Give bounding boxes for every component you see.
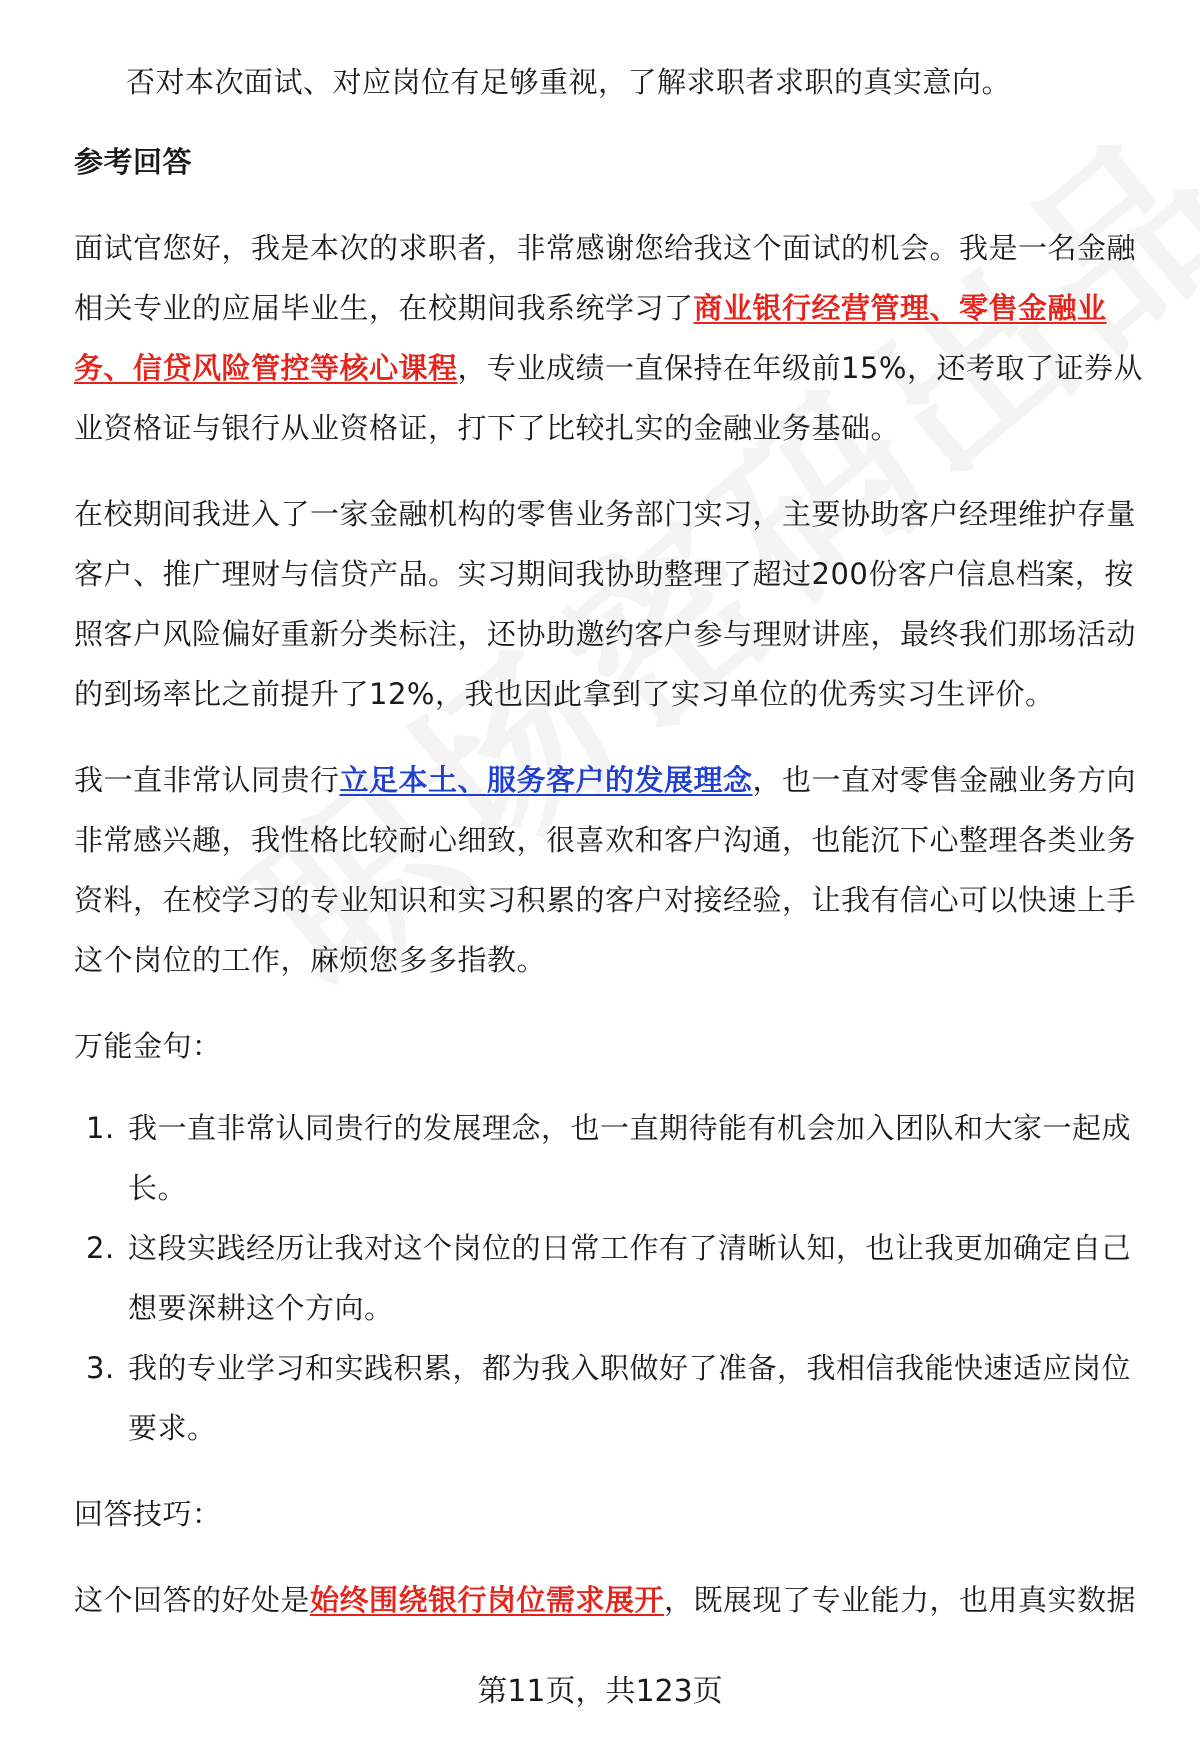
answer-paragraph-1 [74,218,1148,458]
answer-paragraph-2: 在校期间我进入了一家金融机构的零售业务部门实习，主要协助客户经理维护存量客户、推广理财与信贷产品。实习期间我协助整理了超过200份客户信息档案，按照客户风险偏好重新分类标注，还协助邀约客户参与理财讲座，最终我们那场活动的到场率比之前提升了12%，我也因此拿到了实习单位的优秀实习生评价。 [74,497,1137,711]
page-footer: 第11页，共123页 [477,1674,723,1709]
list-item [74,1098,1148,1218]
list-text: 我的专业学习和实践积累，都为我入职做好了准备，我相信我能快速适应岗位要求。 [128,1351,1132,1445]
highlight-focus: 始终围绕银行岗位需求展开 [310,1583,665,1617]
highlight-courses: 商业银行经营管理、零售金融业务、信贷风险管控等核心课程 [74,291,1107,385]
list-number: 1. [86,1111,115,1145]
golden-sentences-label: 万能金句： [74,1029,222,1063]
list-number: 2. [86,1231,115,1265]
paragraph-text: ，专业成绩一直保持在年级前15%，还考取了证券从业资格证与银行从业资格证，打下了比较扎实的金融业务基础。 [74,351,1143,445]
list-text: 我一直非常认同贵行的发展理念，也一直期待能有机会加入团队和大家一起成长。 [128,1111,1132,1205]
list-item [74,1218,1148,1338]
paragraph-text: 这个回答的好处是 [74,1583,311,1617]
paragraph-text: 面试官您好，我是本次的求职者，非常感谢您给我这个面试的机会。我是一名金融相关专业的应届毕业生，在校期间我系统学习了 [74,231,1137,325]
list-number: 3. [86,1351,115,1385]
paragraph-text: 我一直非常认同贵行 [74,763,340,797]
list-text: 这段实践经历让我对这个岗位的日常工作有了清晰认知，也让我更加确定自己想要深耕这个方向。 [128,1231,1132,1325]
golden-sentences-list [74,1098,1148,1458]
answer-paragraph-3 [74,750,1148,990]
section-heading: 参考回答 [74,145,193,179]
paragraph-text: ，也一直对零售金融业务方向非常感兴趣，我性格比较耐心细致，很喜欢和客户沟通，也能沉下心整理各类业务资料，在校学习的专业知识和实习积累的客户对接经验，让我有信心可以快速上手这个岗位的工作，麻烦您多多指教。 [74,763,1137,977]
paragraph-text: ，既展现了专业能力，也用真实数据 [664,1583,1137,1617]
answer-tips-label: 回答技巧： [74,1497,222,1531]
document-body [74,52,1148,1630]
answer-tips-paragraph [74,1570,1148,1630]
list-item [74,1338,1148,1458]
intro-paragraph-tail: 否对本次面试、对应岗位有足够重视，了解求职者求职的真实意向。 [126,65,1012,99]
highlight-philosophy: 立足本土、服务客户的发展理念 [339,763,753,797]
